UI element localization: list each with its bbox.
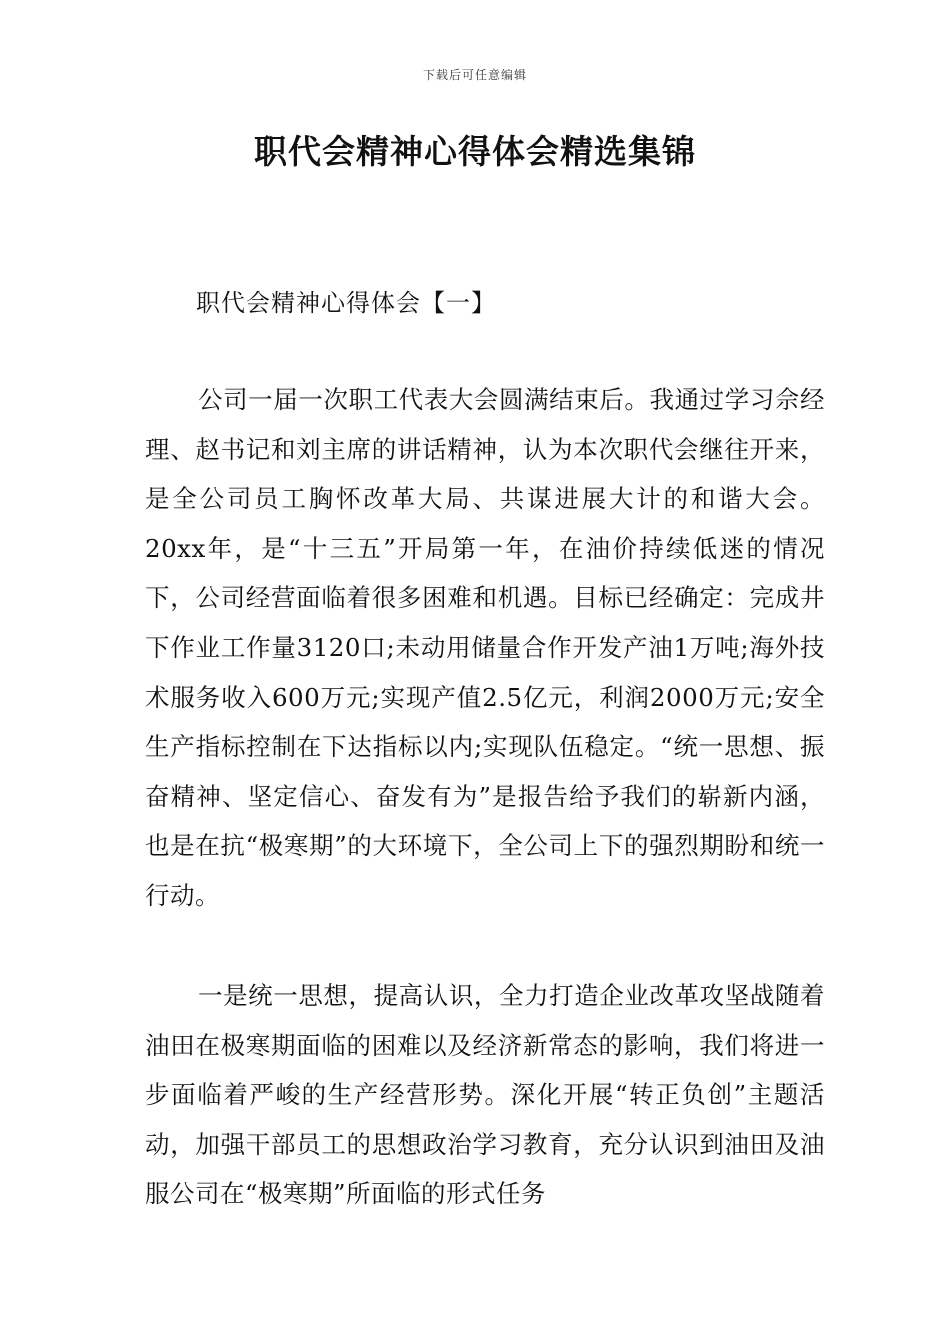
- document-title: 职代会精神心得体会精选集锦: [254, 132, 696, 171]
- body-paragraph-2: 一是统一思想，提高认识，全力打造企业改革攻坚战随着油田在极寒期面临的困难以及经济新常态的影响，我们将进一步面临着严峻的生产经营形势。深化开展“转正负创”主题活动，加强干部员工的思想政治学习教育，充分认识到油田及油服公司在“极寒期”所面临的形式任务: [145, 981, 825, 1209]
- section-heading: 职代会精神心得体会【一】: [196, 289, 496, 317]
- body-paragraph-1: 公司一届一次职工代表大会圆满结束后。我通过学习佘经理、赵书记和刘主席的讲话精神，认为本次职代会继往开来，是全公司员工胸怀改革大局、共谋进展大计的和谐大会。20xx年，是“十三五”开局第一年，在油价持续低迷的情况下，公司经营面临着很多困难和机遇。目标已经确定：完成井下作业工作量3120口;未动用储量合作开发产油1万吨;海外技术服务收入600万元;实现产值2.5亿元，利润2000万元;安全生产指标控制在下达指标以内;实现队伍稳定。“统一思想、振奋精神、坚定信心、奋发有为”是报告给予我们的崭新内涵，也是在抗“极寒期”的大环境下，全公司上下的强烈期盼和统一行动。: [145, 385, 825, 910]
- header-note: 下载后可任意编辑: [422, 68, 527, 82]
